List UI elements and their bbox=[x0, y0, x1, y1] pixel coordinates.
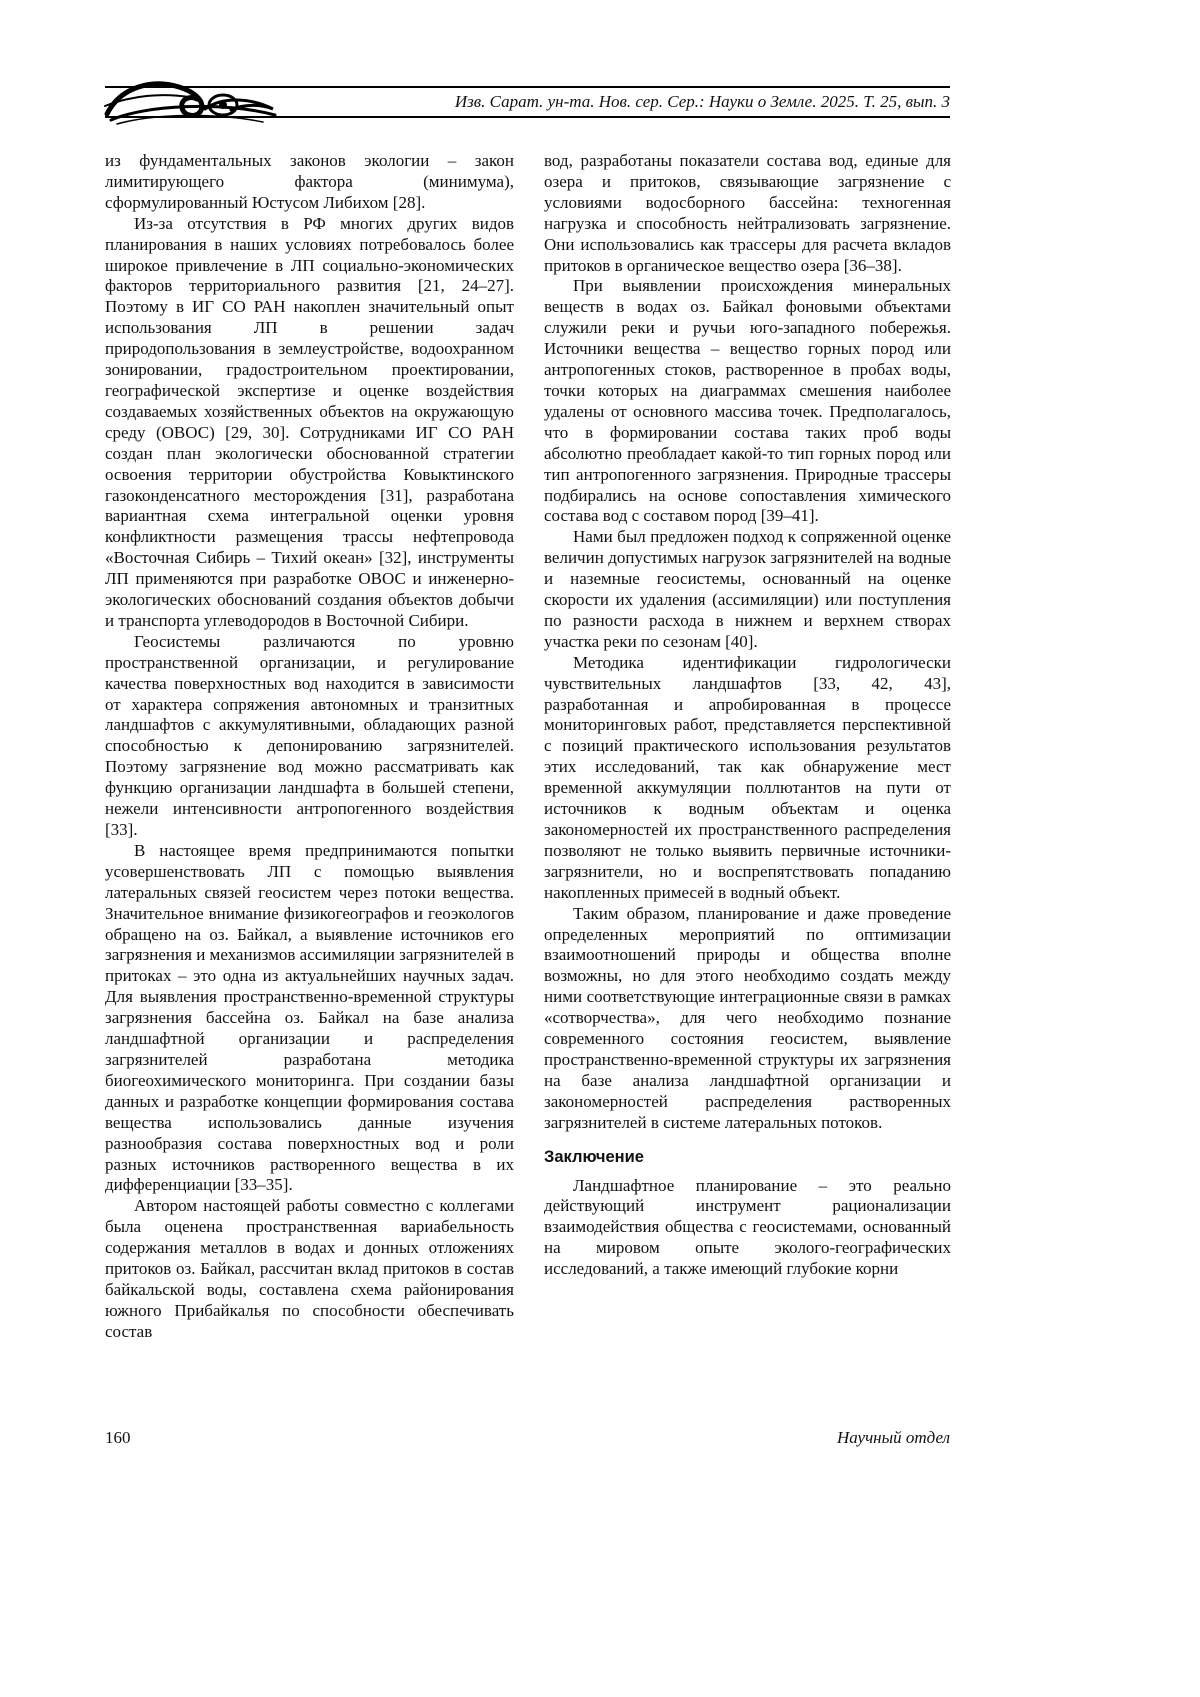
journal-logo bbox=[103, 74, 281, 130]
left-column bbox=[105, 151, 514, 1343]
paragraph: Нами был предложен подход к сопряженной оценке величин допустимых нагрузок загрязнителей на водные и наземные геосистемы, основанный на оценке скорости их удаления (ассимиляции) или поступления по разности расхода в нижнем и верхнем створах участка реки по сезонам [40]. bbox=[544, 527, 951, 651]
paragraph: Автором настоящей работы совместно с коллегами была оценена пространственная вариабельность содержания металлов в водах и донных отложениях притоков оз. Байкал, рассчитан вклад притоков в состав байкальской воды, составлена схема районирования южного Прибайкалья по способности обеспечивать состав bbox=[105, 1196, 514, 1341]
paragraph: Ландшафтное планирование – это реально действующий инструмент рационализации взаимодействия общества с геосистемами, основанный на мировом опыте эколого-географических исследований, а также имеющий глубокие корни bbox=[544, 1175, 951, 1279]
paragraph: Из-за отсутствия в РФ многих других видов планирования в наших условиях потребовалось более широкое привлечение в ЛП социально-экономических факторов территориального развития [21, 24–27]. Поэтому в ИГ СО РАН накоплен значительный опыт использования ЛП в решении задач природопользования в землеустройстве, водоохранном зонировании, градостроительном проектировании, географической экспертизе и оценке воздействия создаваемых хозяйственных объектов на окружающую среду (ОВОС) [29, 30]. Сотрудниками ИГ СО РАН создан план экологически обоснованной стратегии освоения территории обустройства Ковыктинского газоконденсатного месторождения [31], разработана вариантная схема интегральной оценки уровня конфликтности размещения трассы нефтепровода «Восточная Сибирь – Тихий океан» [32], инструменты ЛП применяются при разработке ОВОС и инженерно-экологических обоснований создания объектов добычи и транспорта углеводородов в Восточной Сибири. bbox=[105, 213, 514, 630]
paragraph: При выявлении происхождения минеральных веществ в водах оз. Байкал фоновыми объектами служили реки и ручьи юго-западного побережья. Источники вещества – вещество горных пород или антропогенных стоков, растворенное в пробах воды, точки которых на диаграммах смешения наиболее удалены от основного массива точек. Предполагалось, что в формировании состава таких проб воды абсолютно преобладает какой-то тип горных пород или тип антропогенного загрязнения. Природные трассеры подбирались на основе сопоставления химического состава вод с составом пород [39–41]. bbox=[544, 276, 951, 526]
page-number: 160 bbox=[105, 1428, 131, 1447]
paragraph: Таким образом, планирование и даже проведение определенных мероприятий по оптимизации взаимоотношений природы и общества вполне возможны, но для этого необходимо создать между ними соответствующие интеграционные связи в рамках «сотворчества», для чего необходимо познание современного состояния геосистем, выявление пространственно-временной структуры их загрязнения на базе анализа ландшафтной организации и закономерностей распределения растворенных загрязнителей в системе латеральных потоков. bbox=[544, 903, 951, 1132]
page-footer bbox=[105, 1428, 950, 1448]
paragraph: вод, разработаны показатели состава вод, единые для озера и притоков, связывающие загрязнение с условиями водосборного бассейна: техногенная нагрузка и способность нейтрализовать загрязнение. Они использовались как трассеры для расчета вкладов притоков в органическое вещество озера [36–38]. bbox=[544, 151, 951, 275]
paragraph: Методика идентификации гидрологически чувствительных ландшафтов [33, 42, 43], разработанная и апробированная в процессе мониторинговых работ, представляется перспективной с позиций практического использования результатов этих исследований, так как обнаружение мест временной аккумуляции поллютантов на пути от источников к водным объектам и оценка закономерностей их пространственного распределения позволяют не только выявить первичные источники-загрязнители, но и воспрепятствовать попаданию накопленных примесей в водный объект. bbox=[544, 652, 951, 902]
paragraph: из фундаментальных законов экологии – закон лимитирующего фактора (минимума), сформулированный Юстусом Либихом [28]. bbox=[105, 151, 514, 212]
section-heading-conclusion: Заключение bbox=[544, 1147, 644, 1166]
journal-ornament-icon bbox=[103, 74, 281, 130]
journal-citation: Изв. Сарат. ун-та. Нов. сер. Сер.: Науки о Земле. 2025. Т. 25, вып. 3 bbox=[454, 92, 950, 111]
footer-section-label: Научный отдел bbox=[836, 1428, 950, 1447]
right-column bbox=[544, 151, 951, 1280]
paragraph: В настоящее время предпринимаются попытки усовершенствовать ЛП с помощью выявления латеральных связей геосистем через потоки вещества. Значительное внимание физикогеографов и геоэкологов обращено на оз. Байкал, а выявление источников его загрязнения и механизмов ассимиляции загрязнителей в притоках – это одна из актуальнейших научных задач. Для выявления пространственно-временной структуры загрязнения бассейна оз. Байкал на базе анализа ландшафтной организации и распределения загрязнителей разработана методика биогеохимического мониторинга. При создании базы данных и разработке концепции формирования состава вещества использовались данные изучения разнообразия состава поверхностных вод и роли разных источников растворенного вещества в их дифференциации [33–35]. bbox=[105, 840, 514, 1195]
paragraph: Геосистемы различаются по уровню пространственной организации, и регулирование качества поверхностных вод находится в зависимости от характера сопряжения автономных и транзитных ландшафтов с аккумулятивными, обладающих разной способностью к депонированию загрязнителей. Поэтому загрязнение вод можно рассматривать как функцию организации ландшафта в большей степени, нежели интенсивности антропогенного воздействия [33]. bbox=[105, 631, 514, 839]
